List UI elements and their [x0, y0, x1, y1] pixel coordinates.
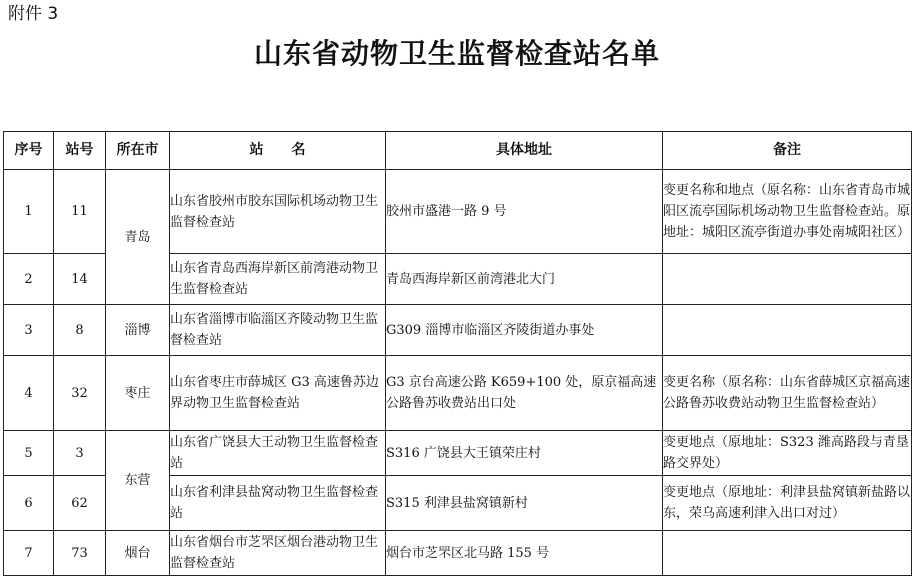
table-row	[4, 170, 912, 254]
cell-address: G3 京台高速公路 K659+100 处，原京福高速公路鲁苏收费站出口处	[386, 356, 663, 431]
cell-address: 烟台市芝罘区北马路 155 号	[386, 531, 663, 576]
column-header-station-name: 站 名	[170, 132, 386, 170]
cell-remark: 变更地点（原地址：S323 潍高路段与青垦路交界处）	[663, 431, 912, 476]
column-header-remark: 备注	[663, 132, 912, 170]
cell-station-name: 山东省广饶县大王动物卫生监督检查站	[170, 431, 386, 476]
cell-remark	[663, 305, 912, 356]
cell-remark: 变更地点（原地址：利津县盐窝镇新盐路以东，荣乌高速利津入出口对过）	[663, 476, 912, 531]
cell-index: 7	[4, 531, 54, 576]
station-roster-table	[3, 131, 912, 576]
cell-remark	[663, 254, 912, 305]
cell-remark: 变更名称和地点（原名称：山东省青岛市城阳区流亭国际机场动物卫生监督检查站。原地址：城阳区流亭街道办事处南城阳社区）	[663, 170, 912, 254]
table-row	[4, 531, 912, 576]
cell-remark: 变更名称（原名称：山东省薛城区京福高速公路鲁苏收费站动物卫生监督检查站）	[663, 356, 912, 431]
cell-remark	[663, 531, 912, 576]
cell-index: 4	[4, 356, 54, 431]
cell-index: 2	[4, 254, 54, 305]
cell-city: 淄博	[106, 305, 170, 356]
cell-station-no: 11	[54, 170, 106, 254]
cell-index: 6	[4, 476, 54, 531]
cell-address: S316 广饶县大王镇荣庄村	[386, 431, 663, 476]
cell-index: 1	[4, 170, 54, 254]
cell-city: 东营	[106, 431, 170, 531]
cell-station-name: 山东省烟台市芝罘区烟台港动物卫生监督检查站	[170, 531, 386, 576]
cell-station-name: 山东省淄博市临淄区齐陵动物卫生监督检查站	[170, 305, 386, 356]
table-row	[4, 431, 912, 476]
attachment-label: 附件 3	[8, 4, 59, 24]
page-title: 山东省动物卫生监督检查站名单	[253, 37, 660, 70]
cell-index: 3	[4, 305, 54, 356]
cell-station-no: 8	[54, 305, 106, 356]
cell-station-no: 32	[54, 356, 106, 431]
table-header-row	[4, 132, 912, 170]
cell-city: 烟台	[106, 531, 170, 576]
cell-station-no: 73	[54, 531, 106, 576]
cell-station-name: 山东省利津县盐窝动物卫生监督检查站	[170, 476, 386, 531]
cell-station-name: 山东省青岛西海岸新区前湾港动物卫生监督检查站	[170, 254, 386, 305]
cell-city: 青岛	[106, 170, 170, 305]
cell-address: 青岛西海岸新区前湾港北大门	[386, 254, 663, 305]
table-row	[4, 356, 912, 431]
cell-address: G309 淄博市临淄区齐陵街道办事处	[386, 305, 663, 356]
cell-index: 5	[4, 431, 54, 476]
cell-station-no: 14	[54, 254, 106, 305]
cell-station-no: 62	[54, 476, 106, 531]
cell-address: S315 利津县盐窝镇新村	[386, 476, 663, 531]
column-header-address: 具体地址	[386, 132, 663, 170]
column-header-city: 所在市	[106, 132, 170, 170]
cell-city: 枣庄	[106, 356, 170, 431]
table-row	[4, 305, 912, 356]
column-header-station-no: 站号	[54, 132, 106, 170]
cell-station-name: 山东省枣庄市薛城区 G3 高速鲁苏边界动物卫生监督检查站	[170, 356, 386, 431]
cell-station-no: 3	[54, 431, 106, 476]
column-header-index: 序号	[4, 132, 54, 170]
cell-station-name: 山东省胶州市胶东国际机场动物卫生监督检查站	[170, 170, 386, 254]
cell-address: 胶州市盛港一路 9 号	[386, 170, 663, 254]
